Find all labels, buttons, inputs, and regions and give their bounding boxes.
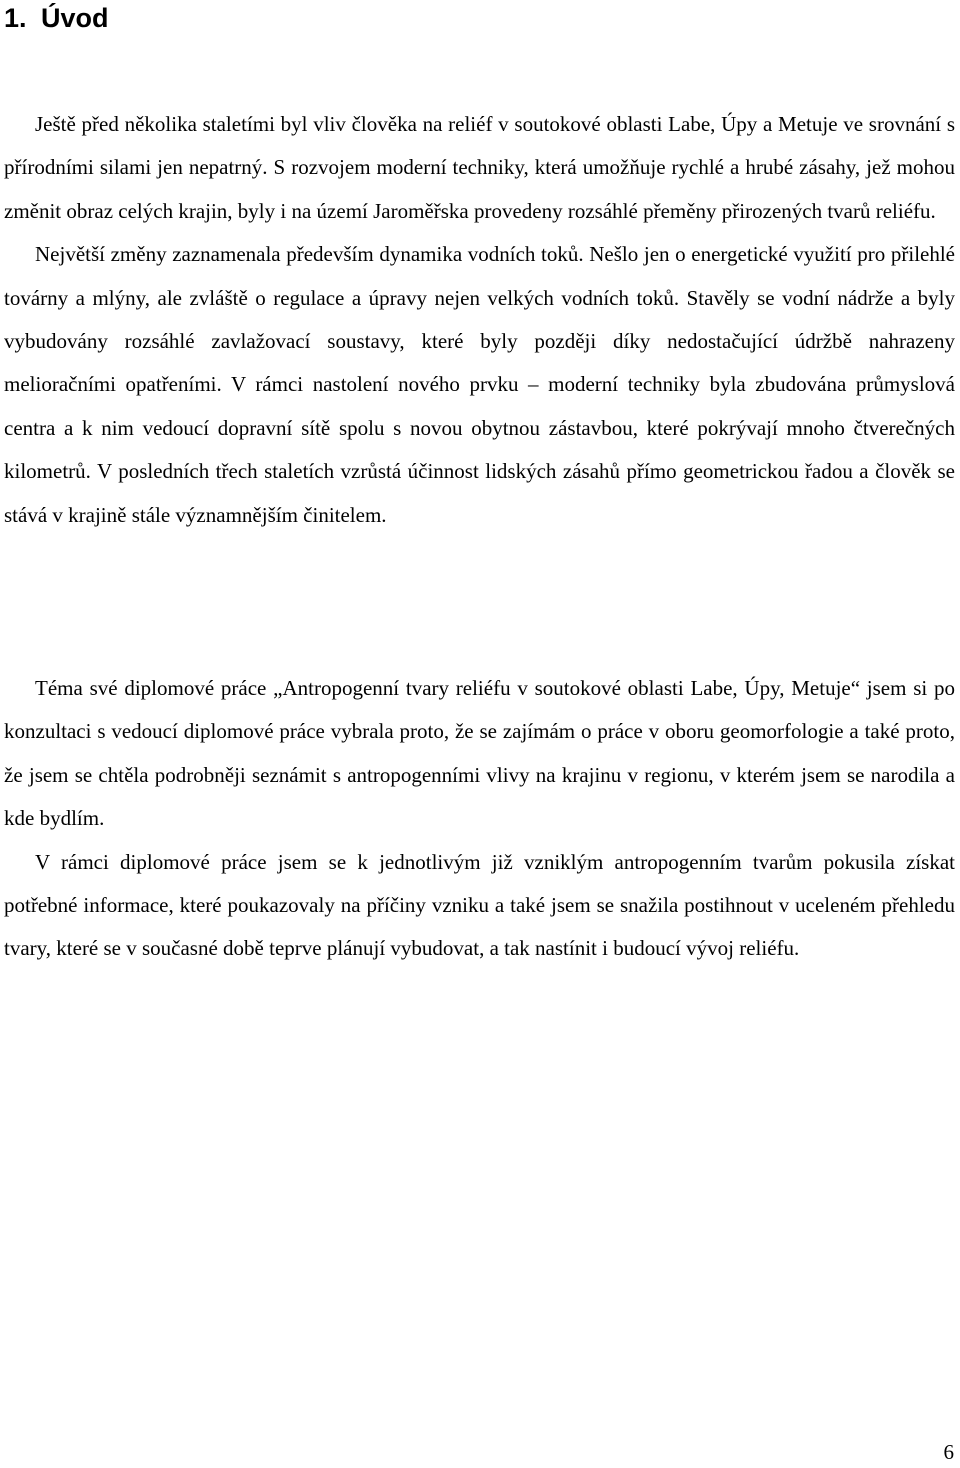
paragraph-1: Ještě před několika staletími byl vliv člověka na reliéf v soutokové oblasti Labe, Úpy a Metuje ve srovnání s přírodními silami jen nepatrný. S rozvojem moderní techniky, která umožňuje rychlé a hrubé zásahy, jež mohou změnit obraz celých krajin, byly i na území Jaroměřska provedeny rozsáhlé přeměny přirozených tvarů reliéfu. bbox=[4, 112, 955, 223]
text-block-1 bbox=[4, 103, 955, 537]
page-number: 6 bbox=[943, 1440, 954, 1464]
paragraph-3: Téma své diplomové práce „Antropogenní tvary reliéfu v soutokové oblasti Labe, Úpy, Metuje“ jsem si po konzultaci s vedoucí diplomové práce vybrala proto, že se zajímám o práce v oboru geomorfologie a také proto, že jsem se chtěla podrobněji seznámit s antropogenními vlivy na krajinu v regionu, v kterém jsem se narodila a kde bydlím. bbox=[4, 676, 955, 831]
paragraph-2: Největší změny zaznamenala především dynamika vodních toků. Nešlo jen o energetické využití pro přilehlé továrny a mlýny, ale zvláště o regulace a úpravy nejen velkých vodních toků. Stavěly se vodní nádrže a byly vybudovány rozsáhlé zavlažovací soustavy, které byly později díky nedostačující údržbě nahrazeny melioračními opatřeními. V rámci nastolení nového prvku – moderní techniky byla zbudována průmyslová centra a k nim vedoucí dopravní sítě spolu s novou obytnou zástavbou, které pokrývají mnoho čtverečných kilometrů. V posledních třech staletích vzrůstá účinnost lidských zásahů přímo geometrickou řadou a člověk se stává v krajině stále významnějším činitelem. bbox=[4, 242, 955, 527]
text-block-2 bbox=[4, 667, 955, 971]
paragraph-4: V rámci diplomové práce jsem se k jednotlivým již vzniklým antropogenním tvarům pokusila získat potřebné informace, které poukazovaly na příčiny vzniku a také jsem se snažila postihnout v uceleném přehledu tvary, které se v současné době teprve plánují vybudovat, a tak nastínit i budoucí vývoj reliéfu. bbox=[4, 849, 955, 961]
chapter-title: Úvod bbox=[41, 3, 109, 33]
chapter-heading bbox=[4, 0, 109, 36]
chapter-number: 1. bbox=[4, 3, 27, 33]
